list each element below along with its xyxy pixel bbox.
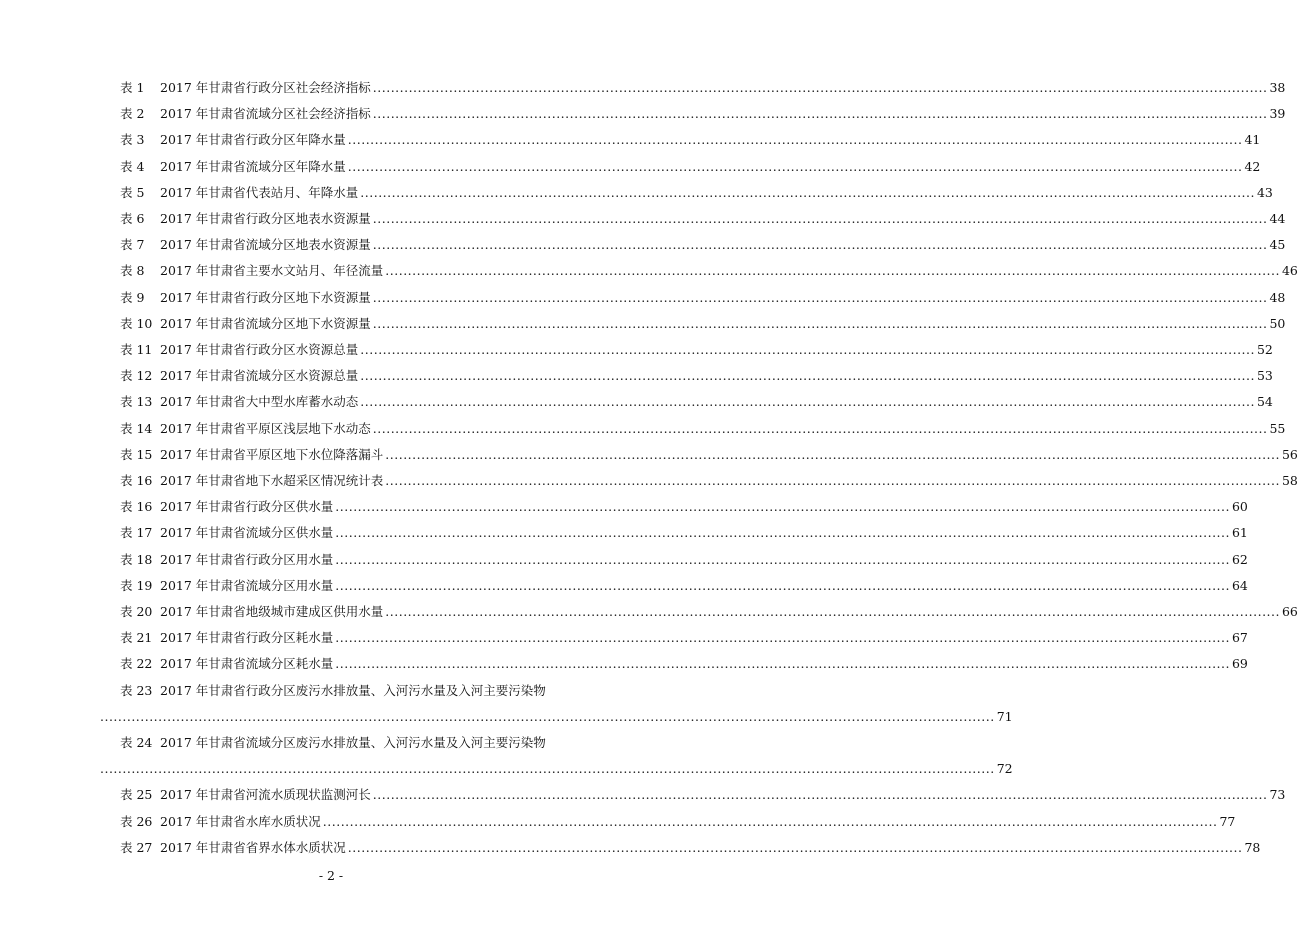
toc-leader-dots: ........................................................................................................................................................................................................ (385, 473, 1280, 488)
toc-entry-continuation[interactable] (100, 707, 1013, 727)
toc-entry-label: 表 11 (120, 342, 153, 357)
toc-entry-label: 表 18 (120, 551, 153, 567)
toc-entry-title: 2017 年甘肃省流域分区废污水排放量、入河污水量及入河主要污染物 (160, 735, 546, 750)
toc-entry-page: 72 (996, 761, 1013, 777)
toc-entry-page: 67 (1231, 630, 1248, 646)
toc-entry-label: 表 10 (120, 315, 153, 331)
toc-entry-title: 2017 年甘肃省流域分区地下水资源量 (160, 315, 371, 331)
toc-entry-label: 表 16 (120, 499, 153, 515)
toc-entry[interactable] (120, 523, 1248, 543)
toc-entry-page: 58 (1281, 473, 1298, 488)
toc-entry-page: 71 (996, 708, 1013, 724)
toc-entry[interactable] (120, 235, 1286, 255)
toc-entry-page: 73 (1269, 787, 1286, 803)
toc-entry[interactable] (120, 497, 1248, 517)
toc-entry-page: 44 (1269, 211, 1286, 226)
toc-entry-page: 77 (1219, 813, 1236, 829)
toc-entry-label: 表 7 (120, 237, 145, 253)
toc-leader-dots: ........................................................................................................................................................................................................ (372, 237, 1268, 253)
toc-entry[interactable] (120, 602, 1298, 622)
toc-entry-title: 2017 年甘肃省流域分区社会经济指标 (160, 106, 371, 122)
toc-leader-dots: ........................................................................................................................................................................................................ (372, 787, 1268, 803)
toc-leader-dots: ........................................................................................................................................................................................................ (372, 289, 1268, 305)
toc-leader-dots: ........................................................................................................................................................................................................ (335, 656, 1230, 672)
toc-entry[interactable] (120, 838, 1261, 858)
toc-entry[interactable] (120, 471, 1298, 491)
toc-entry-page: 69 (1231, 656, 1248, 672)
toc-entry[interactable] (120, 78, 1286, 98)
toc-entry-page: 45 (1269, 237, 1286, 253)
toc-entry[interactable] (120, 288, 1286, 308)
toc-entry-label: 表 15 (120, 446, 153, 462)
toc-entry[interactable] (120, 130, 1261, 150)
toc-entry[interactable] (120, 812, 1236, 832)
toc-entry-title: 2017 年甘肃省流域分区水资源总量 (160, 368, 359, 384)
toc-leader-dots: ........................................................................................................................................................................................................ (335, 525, 1230, 541)
toc-entry-page: 55 (1269, 420, 1286, 436)
toc-entry-title: 2017 年甘肃省流域分区耗水量 (160, 656, 334, 672)
toc-entry-title: 2017 年甘肃省行政分区社会经济指标 (160, 80, 371, 95)
toc-entry-page: 38 (1269, 80, 1286, 95)
toc-entry[interactable] (120, 733, 561, 753)
toc-entry-page: 46 (1281, 263, 1298, 279)
toc-entry-page: 64 (1231, 577, 1248, 593)
toc-entry-title: 2017 年甘肃省行政分区用水量 (160, 551, 334, 567)
toc-entry-label: 表 4 (120, 158, 145, 174)
toc-entry-label: 表 22 (120, 656, 153, 672)
toc-entry-title: 2017 年甘肃省流域分区年降水量 (160, 158, 346, 174)
toc-entry-page: 39 (1269, 106, 1286, 122)
toc-entry-page: 61 (1231, 525, 1248, 541)
toc-entry-title: 2017 年甘肃省行政分区水资源总量 (160, 342, 359, 357)
toc-entry-label: 表 19 (120, 577, 153, 593)
toc-entry-page: 66 (1281, 604, 1298, 619)
toc-entry-title: 2017 年甘肃省行政分区地下水资源量 (160, 289, 371, 305)
toc-entry-label: 表 16 (120, 473, 153, 488)
toc-entry-title: 2017 年甘肃省代表站月、年降水量 (160, 184, 359, 200)
toc-leader-dots: ........................................................................................................................................................................................................ (322, 813, 1218, 829)
toc-leader-dots: ........................................................................................................................................................................................................ (100, 708, 995, 724)
toc-leader-dots: ........................................................................................................................................................................................................ (360, 184, 1255, 200)
toc-entry[interactable] (120, 366, 1273, 386)
toc-leader-dots: ........................................................................................................................................................................................................ (335, 577, 1230, 593)
toc-entry-label: 表 14 (120, 420, 153, 436)
toc-entry-label: 表 23 (120, 682, 153, 698)
toc-entry-page: 53 (1256, 368, 1273, 384)
toc-entry-title: 2017 年甘肃省流域分区供水量 (160, 525, 334, 541)
toc-entry[interactable] (120, 104, 1286, 124)
toc-leader-dots: ........................................................................................................................................................................................................ (372, 80, 1268, 95)
toc-entry-title: 2017 年甘肃省省界水体水质状况 (160, 839, 346, 855)
toc-entry-page: 52 (1256, 342, 1273, 357)
toc-entry-page: 41 (1244, 132, 1261, 148)
toc-entry[interactable] (120, 419, 1286, 439)
toc-entry-label: 表 8 (120, 263, 145, 279)
toc-entry-title: 2017 年甘肃省流域分区地表水资源量 (160, 237, 371, 253)
toc-entry[interactable] (120, 340, 1273, 360)
toc-entry[interactable] (120, 628, 1248, 648)
toc-entry-label: 表 24 (120, 735, 153, 750)
toc-entry-title: 2017 年甘肃省大中型水库蓄水动态 (160, 394, 359, 410)
toc-entry-page: 48 (1269, 289, 1286, 305)
toc-entry[interactable] (120, 785, 1286, 805)
toc-entry-label: 表 2 (120, 106, 145, 122)
toc-leader-dots: ........................................................................................................................................................................................................ (335, 551, 1230, 567)
toc-entry-title: 2017 年甘肃省行政分区地表水资源量 (160, 211, 371, 226)
toc-entry-label: 表 20 (120, 604, 153, 619)
toc-leader-dots: ........................................................................................................................................................................................................ (372, 315, 1268, 331)
toc-entry-page: 62 (1231, 551, 1248, 567)
toc-leader-dots: ........................................................................................................................................................................................................ (335, 499, 1230, 515)
toc-entry-page: 78 (1244, 839, 1261, 855)
toc-entry[interactable] (120, 576, 1248, 596)
toc-entry[interactable] (120, 314, 1286, 334)
toc-leader-dots: ........................................................................................................................................................................................................ (347, 839, 1243, 855)
toc-entry-label: 表 1 (120, 80, 145, 95)
toc-entry[interactable] (120, 392, 1273, 412)
toc-leader-dots: ........................................................................................................................................................................................................ (360, 342, 1255, 357)
toc-entry[interactable] (120, 209, 1286, 229)
toc-entry[interactable] (120, 261, 1298, 281)
toc-entry-title: 2017 年甘肃省地级城市建成区供用水量 (160, 604, 384, 619)
toc-entry-continuation[interactable] (100, 759, 1013, 779)
toc-entry-title: 2017 年甘肃省地下水超采区情况统计表 (160, 473, 384, 488)
toc-leader-dots: ........................................................................................................................................................................................................ (385, 446, 1280, 462)
toc-entry-label: 表 3 (120, 132, 145, 148)
toc-leader-dots: ........................................................................................................................................................................................................ (360, 394, 1255, 410)
toc-leader-dots: ........................................................................................................................................................................................................ (385, 263, 1280, 279)
toc-entry-page: 56 (1281, 446, 1298, 462)
toc-entry-label: 表 5 (120, 184, 145, 200)
page-number: - 2 - (318, 868, 344, 883)
toc-entry-label: 表 13 (120, 394, 153, 410)
toc-entry-title: 2017 年甘肃省平原区浅层地下水动态 (160, 420, 371, 436)
toc-entry[interactable] (120, 550, 1248, 570)
toc-entry[interactable] (120, 681, 561, 701)
toc-entry-title: 2017 年甘肃省行政分区年降水量 (160, 132, 346, 148)
toc-entry-title: 2017 年甘肃省主要水文站月、年径流量 (160, 263, 384, 279)
toc-entry-page: 42 (1244, 158, 1261, 174)
toc-entry-title: 2017 年甘肃省行政分区供水量 (160, 499, 334, 515)
toc-leader-dots: ........................................................................................................................................................................................................ (372, 211, 1268, 226)
toc-leader-dots: ........................................................................................................................................................................................................ (372, 106, 1268, 122)
toc-entry[interactable] (120, 183, 1273, 203)
toc-entry[interactable] (120, 654, 1248, 674)
toc-leader-dots: ........................................................................................................................................................................................................ (100, 761, 995, 777)
toc-entry-title: 2017 年甘肃省行政分区废污水排放量、入河污水量及入河主要污染物 (160, 682, 546, 698)
toc-leader-dots: ........................................................................................................................................................................................................ (335, 630, 1230, 646)
toc-leader-dots: ........................................................................................................................................................................................................ (347, 158, 1243, 174)
toc-entry-title: 2017 年甘肃省平原区地下水位降落漏斗 (160, 446, 384, 462)
toc-entry-title: 2017 年甘肃省水库水质状况 (160, 813, 321, 829)
toc-entry-page: 54 (1256, 394, 1273, 410)
toc-entry-label: 表 26 (120, 813, 153, 829)
toc-entry-title: 2017 年甘肃省河流水质现状监测河长 (160, 787, 371, 803)
toc-entry-title: 2017 年甘肃省行政分区耗水量 (160, 630, 334, 646)
toc-entry[interactable] (120, 445, 1298, 465)
toc-entry-label: 表 25 (120, 787, 153, 803)
toc-entry-label: 表 21 (120, 630, 153, 646)
toc-entry-page: 50 (1269, 315, 1286, 331)
toc-entry-label: 表 27 (120, 839, 153, 855)
toc-entry-label: 表 17 (120, 525, 153, 541)
toc-entry-page: 43 (1256, 184, 1273, 200)
toc-leader-dots: ........................................................................................................................................................................................................ (360, 368, 1255, 384)
toc-entry-page: 60 (1231, 499, 1248, 515)
toc-entry-label: 表 6 (120, 211, 145, 226)
toc-entry[interactable] (120, 157, 1261, 177)
toc-leader-dots: ........................................................................................................................................................................................................ (372, 420, 1268, 436)
toc-entry-label: 表 12 (120, 368, 153, 384)
toc-entry-label: 表 9 (120, 289, 145, 305)
toc-leader-dots: ........................................................................................................................................................................................................ (347, 132, 1243, 148)
toc-entry-title: 2017 年甘肃省流域分区用水量 (160, 577, 334, 593)
toc-leader-dots: ........................................................................................................................................................................................................ (385, 604, 1280, 619)
